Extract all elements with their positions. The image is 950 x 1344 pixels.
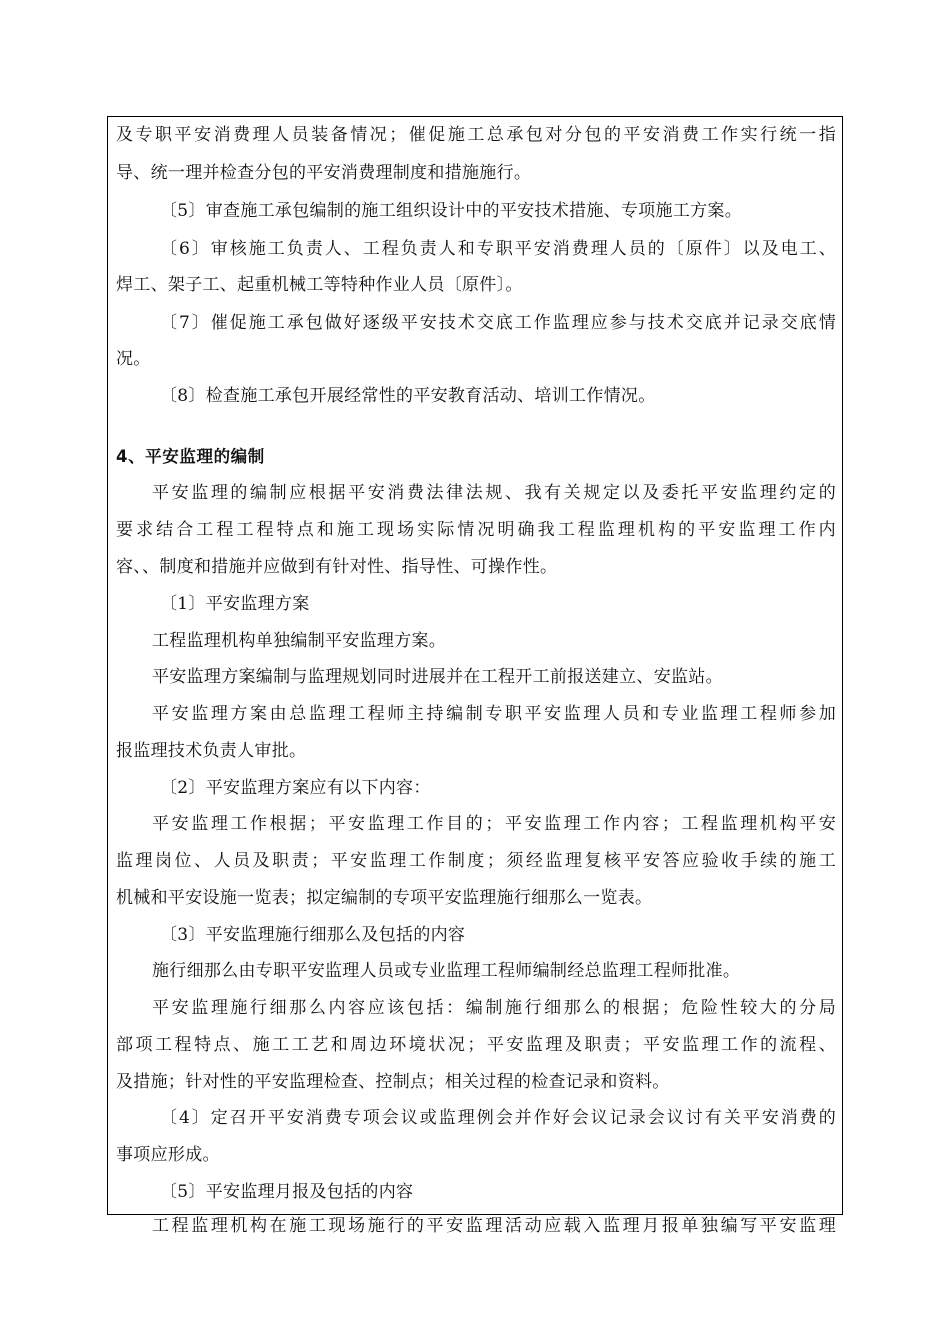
paragraph-line: 报监理技术负责人审批。 (116, 741, 307, 761)
subsection-heading: 〔3〕平安监理施行细那么及包括的内容 (160, 925, 466, 945)
paragraph-line: 及专职平安消费理人员装备情况；催促施工总承包对分包的平安消费工作实行统一指 (116, 125, 836, 145)
subsection-heading: 〔2〕平安监理方案应有以下内容： (160, 778, 431, 798)
paragraph-line: 及措施；针对性的平安监理检查、控制点；相关过程的检查记录和资料。 (116, 1072, 670, 1092)
paragraph-line: 平安监理方案由总监理工程师主持编制专职平安监理人员和专业监理工程师参加 (152, 704, 836, 724)
paragraph-line: 〔5〕审查施工承包编制的施工组织设计中的平安技术措施、专项施工方案。 (160, 201, 743, 221)
document-table-cell (107, 116, 843, 1236)
subsection-heading: 〔5〕平安监理月报及包括的内容 (160, 1182, 414, 1202)
paragraph-line: 要求结合工程工程特点和施工现场实际情况明确我工程监理机构的平安监理工作内 (116, 520, 836, 540)
paragraph-line: 况。 (116, 349, 151, 369)
paragraph-line: 部项工程特点、施工工艺和周边环境状况；平安监理及职责；平安监理工作的流程、 (116, 1035, 836, 1055)
paragraph-line: 机械和平安设施一览表；拟定编制的专项平安监理施行细那么一览表。 (116, 888, 653, 908)
paragraph-line: 导、统一理并检查分包的平安消费理制度和措施施行。 (116, 163, 532, 183)
paragraph-line: 〔4〕定召开平安消费专项会议或监理例会并作好会议记录会议讨有关平安消费的 (160, 1108, 836, 1128)
paragraph-line: 平安监理的编制应根据平安消费法律法规、我有关规定以及委托平安监理约定的 (152, 483, 836, 503)
section-heading: 4、平安监理的编制 (116, 447, 265, 466)
paragraph-line: 事项应形成。 (116, 1145, 220, 1165)
paragraph-line: 平安监理施行细那么内容应该包括：编制施行细那么的根据；危险性较大的分局 (152, 998, 836, 1018)
paragraph-line: 焊工、架子工、起重机械工等特种作业人员〔原件〕。 (116, 275, 523, 295)
subsection-heading: 〔1〕平安监理方案 (160, 594, 310, 614)
paragraph-line: 平安监理方案编制与监理规划同时进展并在工程开工前报送建立、安监站。 (152, 667, 723, 687)
paragraph-line: 工程监理机构单独编制平安监理方案。 (152, 631, 447, 651)
paragraph-line: 施行细那么由专职平安监理人员或专业监理工程师编制经总监理工程师批准。 (152, 961, 741, 981)
paragraph-line: 容、、制度和措施并应做到有针对性、指导性、可操作性。 (116, 557, 558, 577)
paragraph-line: 工程监理机构在施工现场施行的平安监理活动应载入监理月报单独编写平安监理 (152, 1216, 836, 1236)
paragraph-line: 〔8〕检查施工承包开展经常性的平安教育活动、培训工作情况。 (160, 386, 656, 406)
paragraph-line: 平安监理工作根据；平安监理工作目的；平安监理工作内容；工程监理机构平安 (152, 814, 836, 834)
paragraph-line: 监理岗位、人员及职责；平安监理工作制度；须经监理复核平安答应验收手续的施工 (116, 851, 836, 871)
paragraph-line: 〔6〕审核施工负责人、工程负责人和专职平安消费理人员的〔原件〕以及电工、 (160, 239, 836, 259)
paragraph-line: 〔7〕催促施工承包做好逐级平安技术交底工作监理应参与技术交底并记录交底情 (160, 313, 836, 333)
